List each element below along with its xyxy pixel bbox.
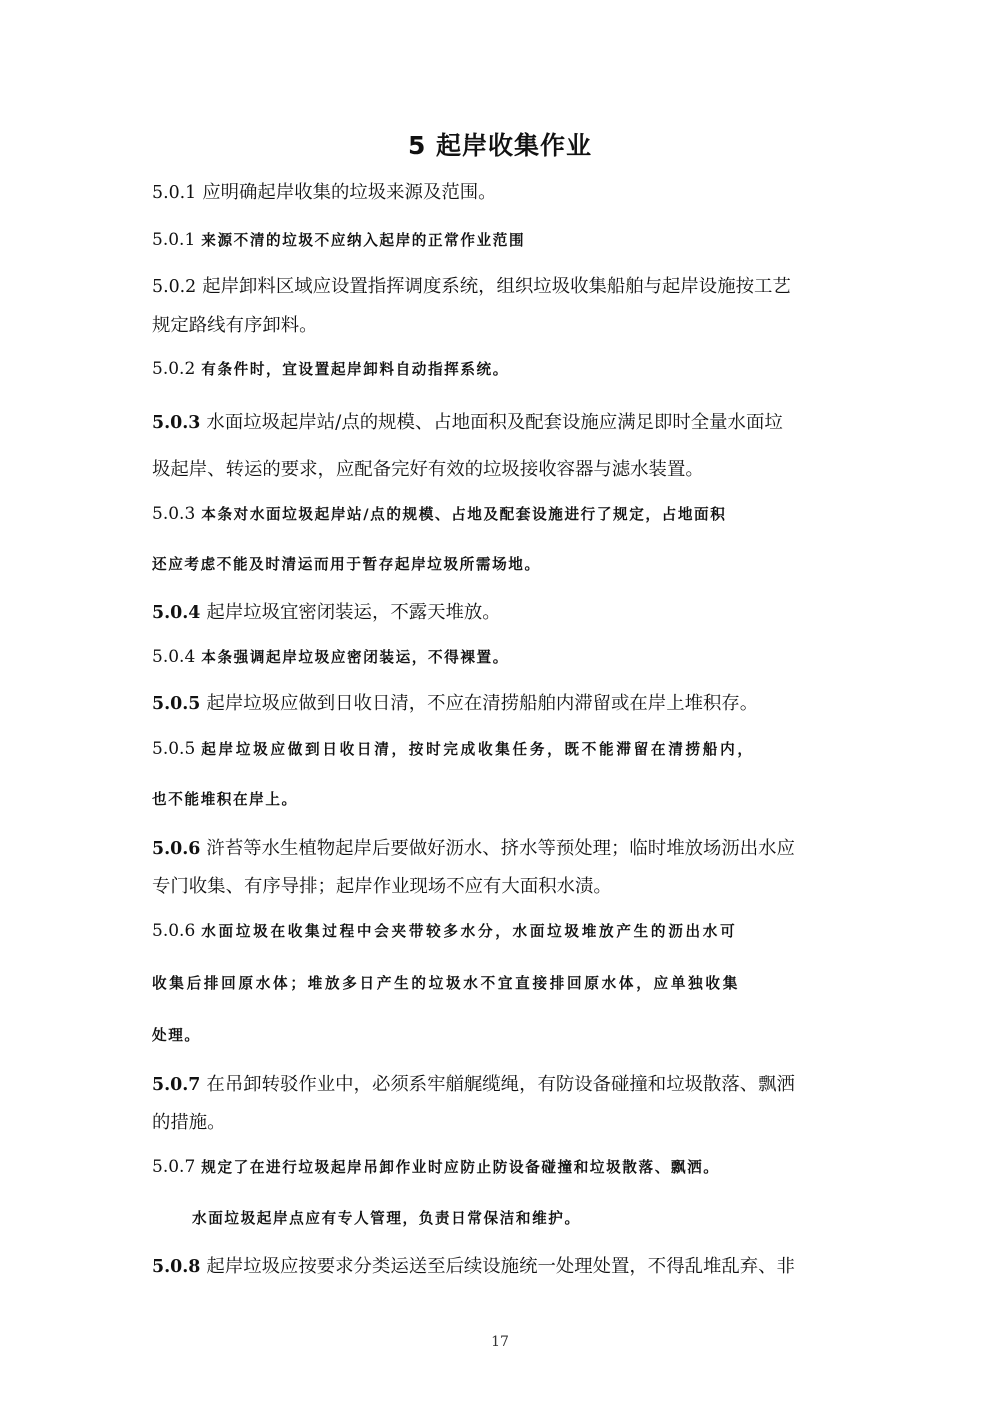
clause-line	[152, 691, 758, 717]
clause-number: 5.0.7	[152, 1075, 201, 1095]
clause-text: 起岸垃圾应按要求分类运送至后续设施统一处理处置，不得乱堆乱弃、非	[206, 1256, 795, 1277]
commentary-number: 5.0.5	[152, 739, 196, 759]
commentary-text: 规定了在进行垃圾起岸吊卸作业时应防止防设备碰撞和垃圾散落、飘洒。	[201, 1159, 720, 1176]
clause-line	[152, 180, 497, 206]
commentary-text: 起岸垃圾应做到日收日清，按时完成收集任务，既不能滞留在清捞船内，	[201, 741, 755, 758]
commentary-text: 还应考虑不能及时清运而用于暂存起岸垃圾所需场地。	[152, 556, 541, 573]
clause-number: 5.0.8	[152, 1257, 201, 1277]
clause-line	[152, 313, 318, 339]
clause-number: 5.0.4	[152, 603, 201, 623]
commentary-line	[152, 737, 755, 762]
commentary-line	[152, 1155, 719, 1180]
clause-line	[152, 1072, 795, 1098]
commentary-text: 水面垃圾在收集过程中会夹带较多水分，水面垃圾堆放产生的沥出水可	[201, 923, 738, 940]
commentary-line	[152, 645, 509, 670]
clause-text: 水面垃圾起岸站/点的规模、占地面积及配套设施应满足即时全量水面垃	[206, 412, 783, 433]
commentary-line	[152, 357, 509, 382]
commentary-number: 5.0.2	[152, 359, 196, 379]
clause-text: 专门收集、有序导排；起岸作业现场不应有大面积水渍。	[152, 876, 612, 897]
clause-line	[152, 1110, 226, 1136]
commentary-number: 5.0.1	[152, 230, 196, 250]
clause-text: 在吊卸转驳作业中，必须系牢艏艉缆绳，有防设备碰撞和垃圾散落、飘洒	[206, 1074, 795, 1095]
clause-line	[152, 874, 612, 900]
page-title: 5 起岸收集作业	[407, 131, 593, 160]
commentary-text: 有条件时，宜设置起岸卸料自动指挥系统。	[201, 361, 509, 378]
commentary-text: 水面垃圾起岸点应有专人管理，负责日常保洁和维护。	[192, 1210, 581, 1227]
commentary-line	[192, 1207, 581, 1231]
commentary-text: 处理。	[152, 1027, 201, 1044]
clause-text: 起岸垃圾宜密闭装运，不露天堆放。	[206, 602, 501, 623]
clause-line	[152, 410, 783, 436]
commentary-number: 5.0.6	[152, 921, 196, 941]
commentary-number: 5.0.3	[152, 504, 196, 524]
clause-number: 5.0.2	[152, 277, 197, 297]
commentary-text: 来源不清的垃圾不应纳入起岸的正常作业范围	[201, 232, 526, 249]
clause-line	[152, 274, 791, 300]
commentary-line	[152, 502, 726, 527]
clause-number: 5.0.6	[152, 839, 201, 859]
clause-number: 5.0.1	[152, 183, 197, 203]
clause-number: 5.0.5	[152, 694, 201, 714]
commentary-text: 本条对水面垃圾起岸站/点的规模、占地及配套设施进行了规定，占地面积	[201, 506, 727, 523]
clause-text: 规定路线有序卸料。	[152, 315, 318, 336]
clause-text: 起岸卸料区域应设置指挥调度系统，组织垃圾收集船舶与起岸设施按工艺	[202, 276, 791, 297]
clause-line	[152, 457, 704, 483]
commentary-line	[152, 228, 525, 253]
commentary-line	[152, 553, 541, 577]
commentary-line	[152, 1024, 201, 1048]
commentary-line	[152, 788, 298, 812]
clause-line	[152, 836, 795, 862]
clause-number: 5.0.3	[152, 413, 201, 433]
commentary-text: 也不能堆积在岸上。	[152, 791, 298, 808]
clause-line	[152, 600, 501, 626]
clause-text: 浒苔等水生植物起岸后要做好沥水、挤水等预处理；临时堆放场沥出水应	[206, 838, 795, 859]
clause-line	[152, 1254, 795, 1280]
commentary-number: 5.0.7	[152, 1157, 196, 1177]
clause-text: 应明确起岸收集的垃圾来源及范围。	[202, 182, 497, 203]
commentary-line	[152, 972, 740, 996]
clause-text: 的措施。	[152, 1112, 226, 1133]
commentary-line	[152, 919, 737, 944]
commentary-text: 本条强调起岸垃圾应密闭装运，不得裸置。	[201, 649, 509, 666]
clause-text: 圾起岸、转运的要求，应配备完好有效的垃圾接收容器与滤水装置。	[152, 459, 704, 480]
commentary-number: 5.0.4	[152, 647, 196, 667]
page-number: 17	[491, 1334, 509, 1350]
commentary-text: 收集后排回原水体；堆放多日产生的垃圾水不宜直接排回原水体，应单独收集	[152, 975, 740, 992]
clause-text: 起岸垃圾应做到日收日清，不应在清捞船舶内滞留或在岸上堆积存。	[206, 693, 759, 714]
